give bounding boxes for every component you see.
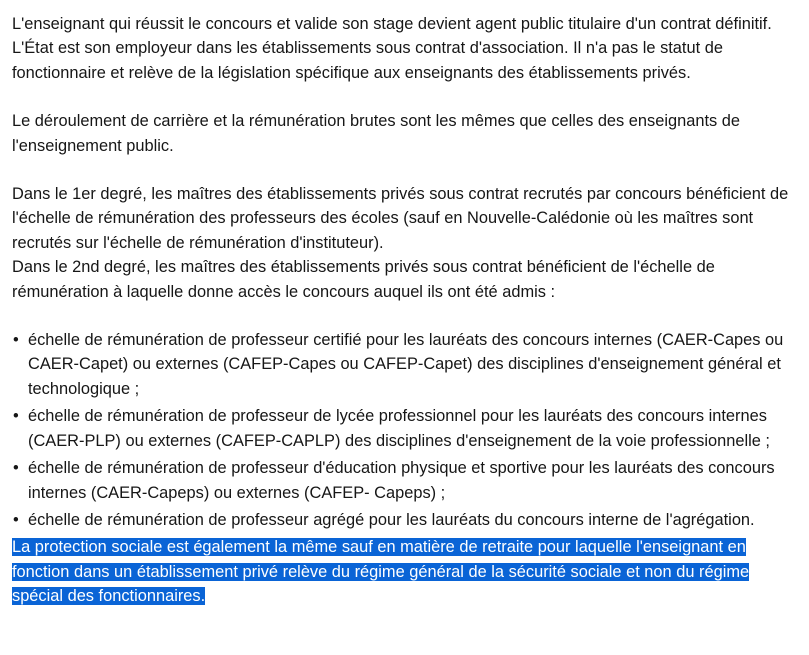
list-item	[12, 404, 804, 453]
list-item-text: échelle de rémunération de professeur agrégé pour les lauréats du concours interne de l'agrégation.	[28, 510, 755, 529]
document-body	[12, 12, 804, 609]
paragraph-second-degree: Dans le 2nd degré, les maîtres des établissements privés sous contrat bénéficient de l'échelle de rémunération à laquelle donne accès le concours auquel ils ont été admis :	[12, 258, 715, 301]
remuneration-scale-list	[12, 328, 804, 532]
selected-text-highlight[interactable]: La protection sociale est également la même sauf en matière de retraite pour laquelle l'enseignant en fonction dans un établissement privé relève du régime général de la sécurité sociale et non du régime spécial des fonctionnaires.	[12, 538, 750, 606]
list-item-text: échelle de rémunération de professeur de lycée professionnel pour les lauréats des concours internes (CAER-PLP) ou externes (CAFEP-CAPLP) des disciplines d'enseignement de la voie professionnelle ;	[28, 407, 770, 450]
list-item	[12, 456, 804, 505]
paragraph-status: L'enseignant qui réussit le concours et valide son stage devient agent public titulaire d'un contrat définitif. L'État est son employeur dans les établissements sous contrat d'association. Il n'a pas le statut de fonctionnaire et relève de la législation spécifique aux enseignants des établissements privés.	[12, 15, 772, 82]
bullet-icon: •	[13, 510, 19, 529]
paragraph-social-protection[interactable]	[12, 535, 804, 608]
bullet-icon: •	[13, 459, 19, 478]
list-item-text: échelle de rémunération de professeur certifié pour les lauréats des concours internes (CAER-Capes ou CAER-Capet) ou externes (CAFEP-Capes ou CAFEP-Capet) des disciplines d'enseignement général et technologique ;	[28, 331, 784, 398]
bullet-icon: •	[13, 331, 19, 350]
paragraph-career: Le déroulement de carrière et la rémunération brutes sont les mêmes que celles des enseignants de l'enseignement public.	[12, 112, 740, 155]
list-item	[12, 508, 804, 532]
bullet-icon: •	[13, 407, 19, 426]
list-item-text: échelle de rémunération de professeur d'éducation physique et sportive pour les lauréats des concours internes (CAER-Capeps) ou externes (CAFEP- Capeps) ;	[28, 459, 775, 502]
paragraph-first-degree: Dans le 1er degré, les maîtres des établissements privés sous contrat recrutés par concours bénéficient de l'échelle de rémunération des professeurs des écoles (sauf en Nouvelle-Calédonie où les maîtres sont recrutés sur l'échelle de rémunération d'instituteur).	[12, 185, 789, 252]
list-item	[12, 328, 804, 401]
